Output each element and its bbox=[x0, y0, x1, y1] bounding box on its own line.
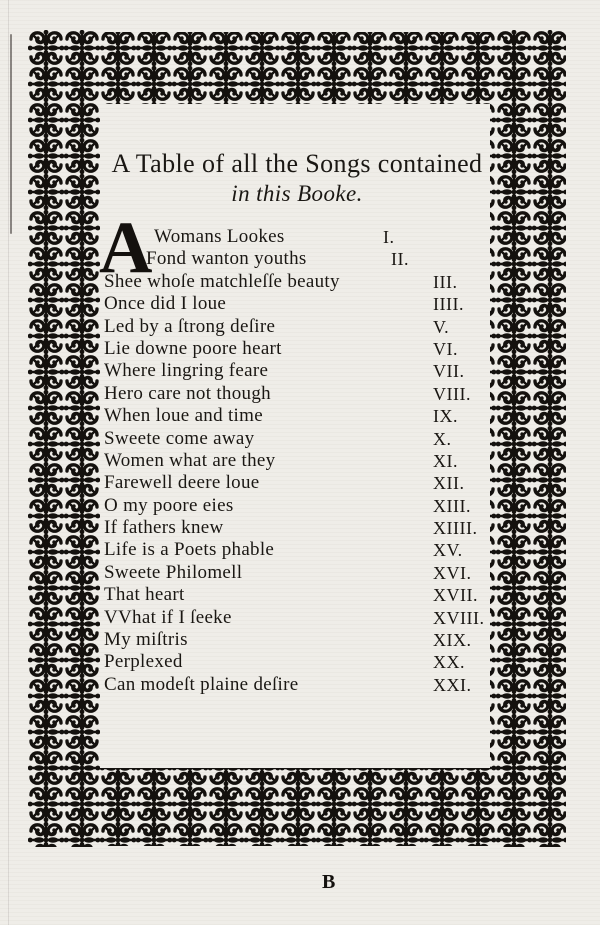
song-title: Hero care not though bbox=[104, 382, 271, 404]
title-line-2: in this Booke. bbox=[231, 181, 363, 206]
song-numeral: X. bbox=[433, 428, 452, 449]
song-title: Women what are they bbox=[104, 449, 276, 471]
song-title: Can modeſt plaine deſire bbox=[104, 673, 299, 695]
toc-row bbox=[104, 248, 490, 270]
song-table bbox=[99, 207, 490, 696]
toc-row bbox=[104, 584, 490, 606]
toc-row bbox=[104, 517, 490, 539]
song-title: My miſtris bbox=[104, 629, 188, 651]
song-title: Farewell deere loue bbox=[104, 472, 260, 494]
song-title: If fathers knew bbox=[104, 517, 224, 539]
song-title: That heart bbox=[104, 584, 185, 606]
toc-row bbox=[104, 450, 490, 472]
song-title: Shee whoſe matchleſſe beauty bbox=[104, 270, 340, 292]
song-title: Lie downe poore heart bbox=[104, 337, 282, 359]
toc-row bbox=[104, 338, 490, 360]
signature-mark: B bbox=[322, 871, 336, 893]
toc-row bbox=[104, 472, 490, 494]
song-title: Sweete Philomell bbox=[104, 561, 243, 583]
song-title: Sweete come away bbox=[104, 427, 255, 449]
border-left-band bbox=[28, 30, 100, 847]
song-numeral: V. bbox=[433, 316, 450, 337]
song-numeral: II. bbox=[391, 249, 409, 270]
page-edge-shadow bbox=[8, 0, 9, 925]
song-title: Perplexed bbox=[104, 651, 183, 673]
song-numeral: XVIII. bbox=[433, 607, 485, 628]
song-title: O my poore eies bbox=[104, 494, 234, 516]
toc-row bbox=[104, 271, 490, 293]
toc-row bbox=[104, 226, 490, 248]
song-title: Fond wanton youths bbox=[146, 248, 307, 270]
song-numeral: XXI. bbox=[433, 674, 472, 695]
song-title: VVhat if I ſeeke bbox=[104, 606, 232, 628]
toc-row bbox=[104, 316, 490, 338]
song-numeral: XI. bbox=[433, 450, 458, 471]
song-numeral: VI. bbox=[433, 338, 458, 359]
song-title: When loue and time bbox=[104, 405, 263, 427]
toc-row bbox=[104, 651, 490, 673]
song-numeral: VIII. bbox=[433, 383, 471, 404]
toc-row bbox=[104, 405, 490, 427]
song-title: Womans Lookes bbox=[154, 226, 285, 247]
table-title bbox=[100, 148, 494, 208]
toc-row bbox=[104, 383, 490, 405]
toc-row bbox=[104, 539, 490, 561]
song-numeral: XVII. bbox=[433, 585, 478, 606]
toc-row bbox=[104, 674, 490, 696]
song-numeral: XIIII. bbox=[433, 518, 478, 539]
toc-row bbox=[104, 293, 490, 315]
border-top-band bbox=[100, 32, 490, 104]
song-numeral: XIX. bbox=[433, 630, 472, 651]
song-numeral: XX. bbox=[433, 652, 465, 673]
drop-cap: A bbox=[99, 207, 153, 289]
song-numeral: I. bbox=[383, 227, 395, 247]
toc-row bbox=[104, 562, 490, 584]
song-numeral: XII. bbox=[433, 473, 465, 494]
title-line-1: A Table of all the Songs contained bbox=[111, 149, 483, 178]
page-gutter-line bbox=[10, 34, 12, 234]
song-numeral: XIII. bbox=[433, 495, 471, 516]
border-bottom-band bbox=[100, 768, 490, 846]
toc-row bbox=[104, 428, 490, 450]
song-numeral: IX. bbox=[433, 406, 458, 427]
toc-row bbox=[104, 629, 490, 651]
song-numeral: XVI. bbox=[433, 562, 472, 583]
song-numeral: XV. bbox=[433, 540, 463, 561]
song-title: Once did I loue bbox=[104, 293, 227, 315]
toc-row bbox=[104, 495, 490, 517]
border-right-band bbox=[490, 30, 566, 847]
song-title: Where lingring feare bbox=[104, 360, 269, 382]
song-numeral: VII. bbox=[433, 361, 465, 382]
song-numeral: III. bbox=[433, 271, 458, 292]
toc-row bbox=[104, 607, 490, 629]
song-title: Life is a Poets phable bbox=[104, 539, 275, 561]
song-title: Led by a ſtrong deſire bbox=[104, 315, 276, 337]
toc-row bbox=[104, 360, 490, 382]
song-numeral: IIII. bbox=[433, 294, 464, 315]
